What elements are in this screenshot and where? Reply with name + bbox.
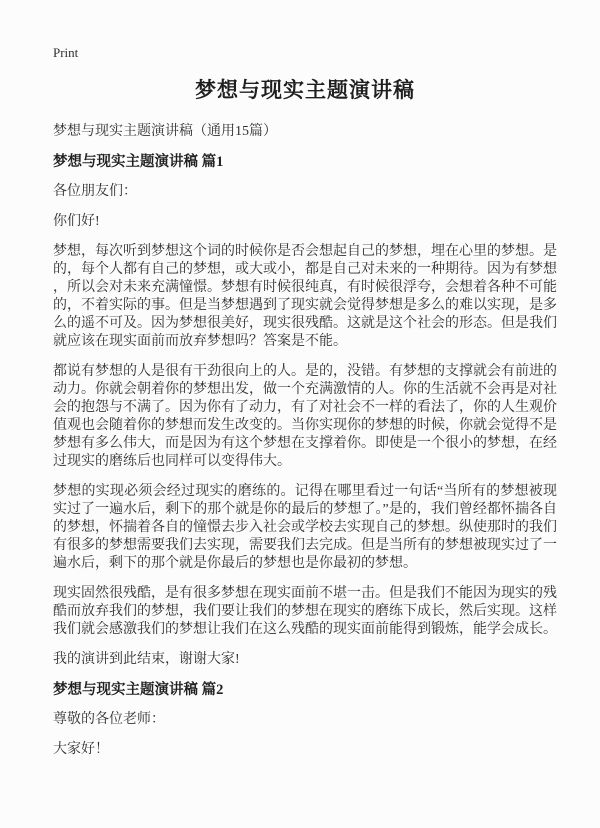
page-subtitle: 梦想与现实主题演讲稿（通用15篇） [53, 124, 277, 139]
greeting-2: 大家好！ [53, 742, 109, 757]
print-button[interactable]: Print [53, 45, 79, 60]
paragraph-2: 都说有梦想的人是很有干劲很向上的人。是的，没错。有梦想的支撑就会有前进的动力。你就会朝着你的梦想出发，做一个充满激情的人。你的生活就不会再是对社会的抱怨与不满了。因为你有了动力，有了对社会不一样的看法了，你的人生观价值观也会随着你的梦想而发生改变的。当你实现你的梦想的时候，你就会觉得不是梦想有多么伟大，而是因为有这个梦想在支撑着你。即使是一个很小的梦想，在经过现实的磨练后也同样可以变得伟大。 [53, 364, 557, 469]
page-title: 梦想与现实主题演讲稿 [195, 78, 415, 102]
paragraph-3: 梦想的实现必须会经过现实的磨练的。记得在哪里看过一句话“当所有的梦想被现实过了一遍水后，剩下的那个就是你的最后的梦想了。”是的，我们曾经都怀揣各自的梦想，怀揣着各自的憧憬去步入社会或学校去实现自己的梦想。纵使那时的我们有很多的梦想需要我们去实现，需要我们去完成。但是当所有的梦想被现实过了一遍水后，剩下的那个就是你最后的梦想也是你最初的梦想。 [53, 484, 557, 571]
section-heading-1: 梦想与现实主题演讲稿 篇1 [53, 154, 224, 170]
salutation-1: 各位朋友们： [53, 184, 137, 199]
section-heading-2: 梦想与现实主题演讲稿 篇2 [53, 682, 224, 698]
paragraph-1: 梦想，每次听到梦想这个词的时候你是否会想起自己的梦想，埋在心里的梦想。是的，每个人都有自己的梦想，或大或小，都是自己对未来的一种期待。因为有梦想，所以会对未来充满憧憬。梦想有时候很纯真，有时候很浮夸，会想着各种不可能的，不着实际的事。但是当梦想遇到了现实就会觉得梦想是多么的难以实现，是多么的遥不可及。因为梦想很美好，现实很残酷。这就是这个社会的形态。但是我们就应该在现实面前而放弃梦想吗？答案是不能。 [53, 244, 557, 349]
paragraph-4: 现实固然很残酷，是有很多梦想在现实面前不堪一击。但是我们不能因为现实的残酷而放弃我们的梦想，我们要让我们的梦想在现实的磨练下成长，然后实现。这样我们就会感激我们的梦想让我们在这么残酷的现实面前能得到锻炼，能学会成长。 [53, 586, 557, 637]
salutation-2: 尊敬的各位老师： [53, 712, 165, 727]
greeting-1: 你们好! [53, 214, 100, 229]
closing-line: 我的演讲到此结束，谢谢大家! [53, 652, 240, 667]
